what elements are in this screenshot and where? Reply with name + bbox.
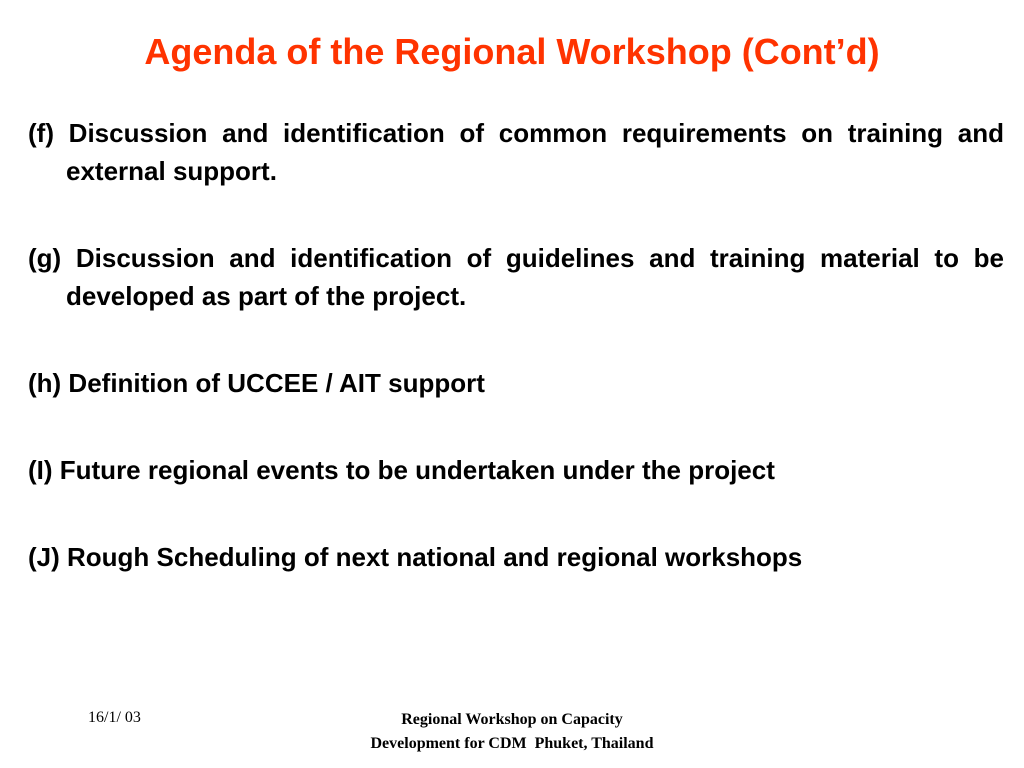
footer-line-2: Development for CDM Phuket, Thailand bbox=[370, 735, 654, 752]
agenda-item-g: (g) Discussion and identification of guidelines and training material to be developed as part of the project. bbox=[28, 243, 1004, 311]
agenda-list bbox=[28, 114, 1004, 576]
agenda-item-h: (h) Definition of UCCEE / AIT support bbox=[28, 368, 485, 398]
footer-line-1: Regional Workshop on Capacity bbox=[401, 711, 623, 728]
footer-workshop-info bbox=[312, 708, 712, 756]
footer-date: 16/1/ 03 bbox=[88, 709, 141, 726]
agenda-item-f: (f) Discussion and identification of common requirements on training and external support. bbox=[28, 118, 1004, 186]
agenda-item-i: (I) Future regional events to be undertaken under the project bbox=[28, 455, 775, 485]
slide-title: Agenda of the Regional Workshop (Cont’d) bbox=[144, 31, 880, 72]
agenda-item-j: (J) Rough Scheduling of next national and regional workshops bbox=[28, 542, 803, 572]
